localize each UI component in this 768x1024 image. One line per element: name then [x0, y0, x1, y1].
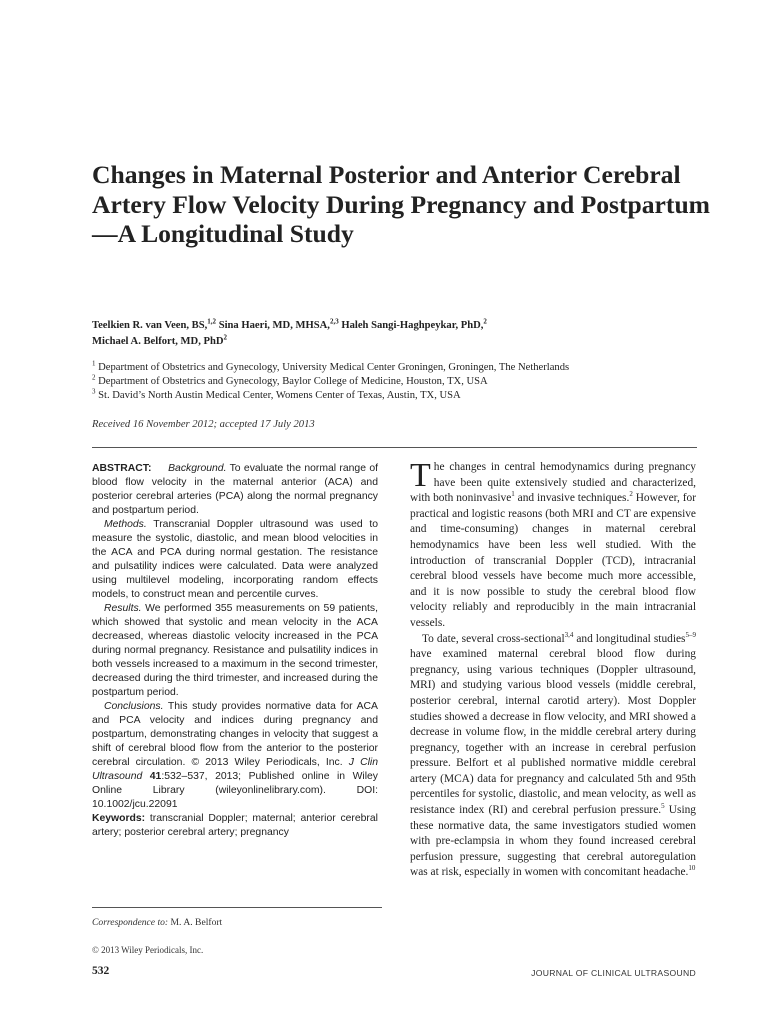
author-name: Sina Haeri, MD, MHSA, — [218, 320, 330, 331]
abstract-conclusions: Conclusions. This study provides normative data for ACA and PCA velocity and indices during pregnancy and postpartum, demonstrating changes in velocity that suggest a shift of cerebral blood flow from the anterior to the posterior cerebral circulation. © 2013 Wiley Periodicals, Inc. J Clin Ultrasound 41:532–537, 2013; Published online in Wiley Online Library (wileyonlinelibrary.com). DOI: 10.1002/jcu.22091 — [92, 701, 378, 810]
author-name: Teelkien R. van Veen, BS, — [92, 320, 208, 331]
affiliation-item: $^3$ St. David’s North Austin Medical Center, Womens Center of Texas, Austin, TX, USA — [92, 387, 461, 401]
author-affil-sup: 2 — [483, 317, 487, 326]
abstract-background: ABSTRACT: Background. To evaluate the normal range of blood flow velocity in the maternal anterior (ACA) and posterior cerebral arteries (PCA) along the normal pregnancy and postpartum period. — [92, 463, 378, 516]
page-number: 532 — [92, 965, 110, 977]
affiliation-item: $^1$ Department of Obstetrics and Gynecology, University Medical Center Groningen, Groningen, The Netherlands — [92, 359, 570, 373]
abstract-label: ABSTRACT: — [92, 463, 152, 474]
abstract — [92, 462, 378, 840]
abstract-methods: Methods. Transcranial Doppler ultrasound was used to measure the systolic, diastolic, and mean blood velocities in the ACA and PCA during normal gestation. The resistance and pulsatility indices were calculated. Data were analyzed using multilevel modeling, incorporating random effects models, to construct mean and percentile curves. — [92, 519, 378, 600]
correspondence: Correspondence to: M. A. Belfort — [92, 917, 223, 928]
citation: 1 — [511, 490, 515, 499]
abstract-keywords: Keywords: transcranial Doppler; maternal; anterior cerebral artery; posterior cerebral artery; pregnancy — [92, 813, 378, 838]
affiliations — [92, 361, 732, 403]
citation: 10 — [688, 864, 696, 873]
body-paragraph: To date, several cross-sectional$^{3,4}$ and longitudinal studies$^{5-9}$ have examined maternal cerebral blood flow during pregnancy, using various techniques (Doppler ultrasound, MRI) and studying various blood vessels (middle cerebral, posterior cerebral, internal carotid artery). Most Doppler studies showed a decrease in flow velocity, and MRI showed a decrease in volume flow, in the middle cerebral artery during pregnancy, together with an increase in cerebral perfusion pressure. Belfort et al published normative middle cerebral artery (MCA) data for pregnancy and calculated 5th and 95th percentiles for systolic, diastolic, and mean velocity, as well as resistance index (RI) and cerebral perfusion pressure.$^5$ Using these normative data, the same investigators studied women with pre-eclampsia in whom they found increased cerebral perfusion pressure, suggesting that cerebral autoregulation was at risk, especially in women with concomitant headache.$^{10}$ — [410, 630, 697, 879]
abstract-results: Results. We performed 355 measurements on 59 patients, which showed that systolic and mean velocity in the ACA decreased, whereas diastolic velocity increased in the PCA during normal pregnancy. Resistance and pulsatility indices in both vessels increased to a maximum in the second trimester, decreased during the third trimester, and increased during the postpartum period. — [92, 603, 378, 698]
author-affil-sup: 1,2 — [207, 317, 217, 326]
author-affil-sup: 2,3 — [329, 317, 339, 326]
copyright: © 2013 Wiley Periodicals, Inc. — [92, 945, 204, 955]
author-list — [92, 318, 712, 350]
body-paragraph: The changes in central hemodynamics during pregnancy have been quite extensively studied and characterized, with both noninvasive$^1$ and invasive techniques.$^2$ However, for practical and logistic reasons (both MRI and CT are expensive and time-consuming) changes in maternal cerebral hemodynamics have been less well studied. With the introduction of transcranial Doppler (TCD), intracranial cerebral blood vessels have become much more accessible, and it is now possible to study the cerebral blood flow velocity reliably and reproducibly in the main intracranial vessels. — [410, 457, 696, 629]
citation: 5–9 — [685, 630, 696, 639]
drop-cap: T — [410, 457, 431, 494]
citation: 5 — [661, 802, 665, 811]
citation: 2 — [629, 490, 633, 499]
header-divider — [92, 447, 697, 448]
citation: 3,4 — [564, 630, 574, 639]
author-name: Haleh Sangi-Haghpeykar, PhD, — [341, 320, 484, 331]
affiliation-item: $^2$ Department of Obstetrics and Gynecology, Baylor College of Medicine, Houston, TX, USA — [92, 373, 488, 387]
body-text — [410, 457, 697, 881]
footnote-divider — [92, 907, 382, 908]
article-title: Changes in Maternal Posterior and Anterior Cerebral Artery Flow Velocity During Pregnancy and Postpartum—A Longitudinal Study — [92, 160, 710, 248]
received-dates: Received 16 November 2012; accepted 17 July 2013 — [92, 419, 315, 430]
journal-name: JOURNAL OF CLINICAL ULTRASOUND — [531, 968, 696, 978]
author-name: Michael A. Belfort, MD, PhD — [92, 336, 224, 347]
author-affil-sup: 2 — [223, 333, 228, 342]
